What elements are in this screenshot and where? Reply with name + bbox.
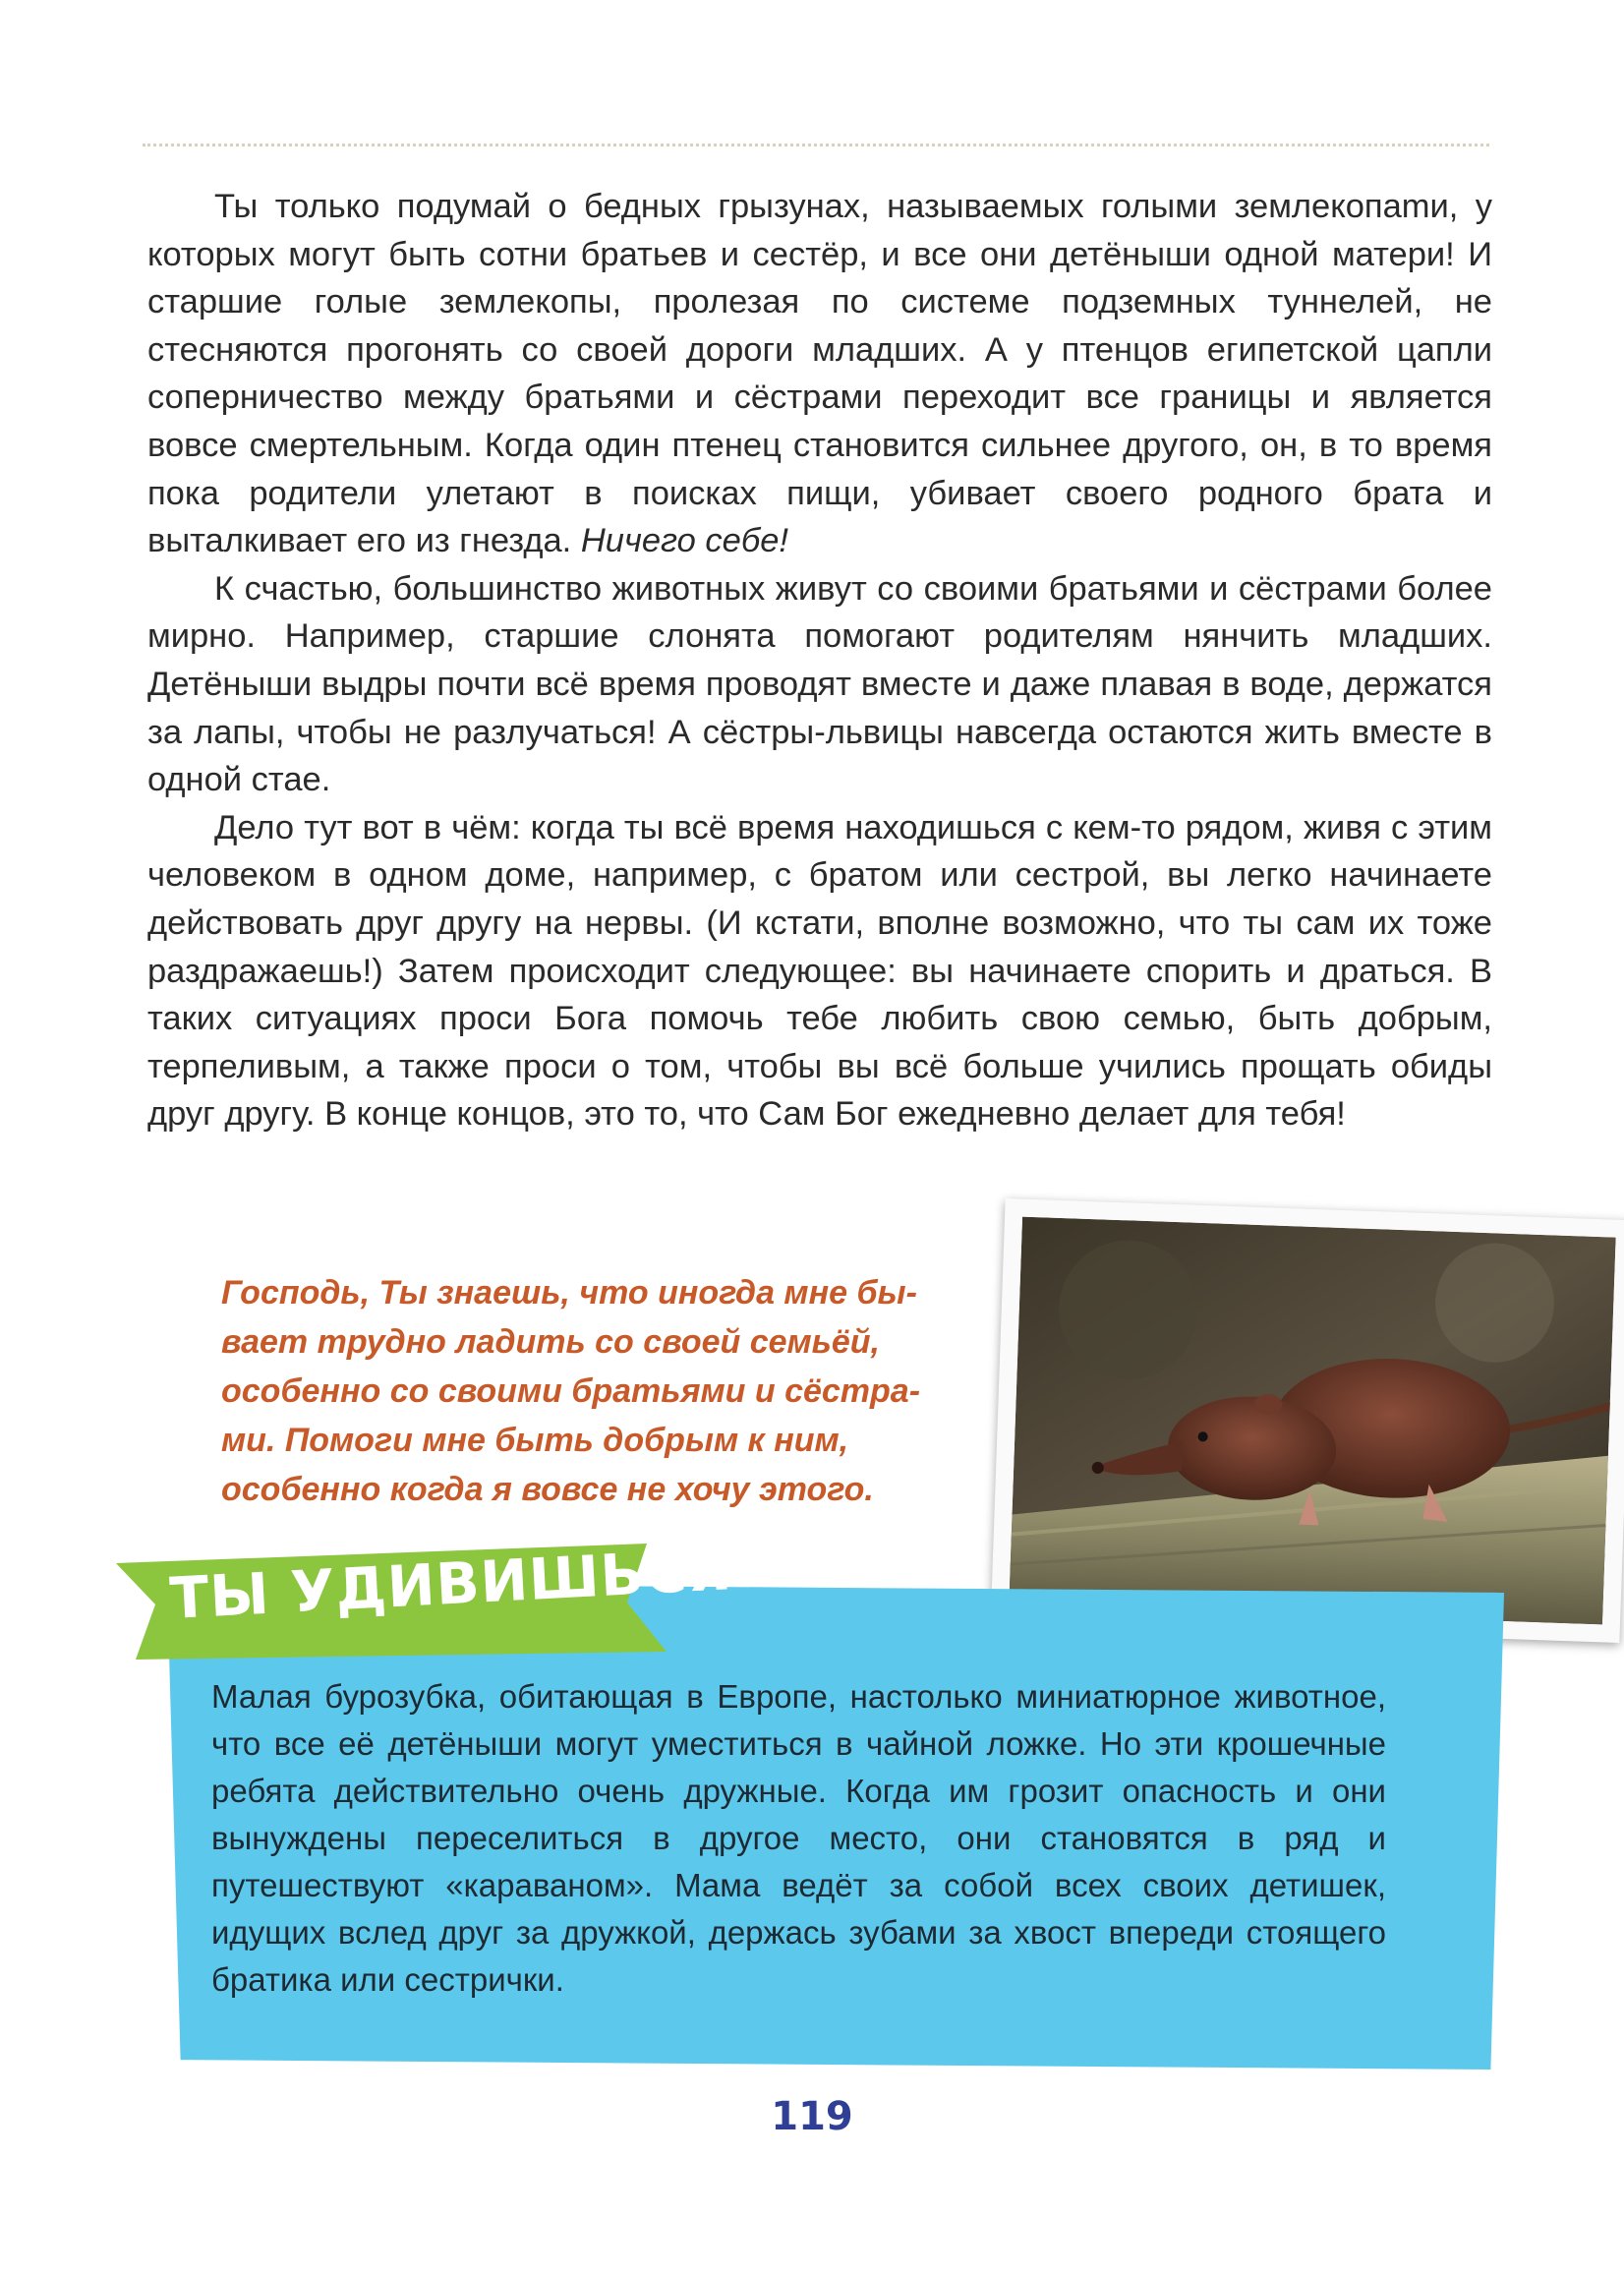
- paragraph-2: К счастью, большинство животных живут со своими братьями и сёстрами более мирно. Например, старшие слонята помогают родителям нянчить младших. Детёныши выдры почти всё время проводят вместе и даже плавая в воде, держатся за лапы, чтобы не разлучаться! А сёстры-львицы навсегда остаются жить вместе в одной стае.: [147, 569, 1492, 799]
- paragraph-3: Дело тут вот в чём: когда ты всё время находишься с кем-то рядом, живя с этим человеком в одном доме, например, с братом или сестрой, вы легко начинаете действовать друг другу на нервы. (И кстати, вполне возможно, что ты сам их тоже раздражаешь!) Затем происходит следующее: вы начинаете спорить и драться. В таких ситуациях проси Бога помочь тебе любить свою семью, быть добрым, терпеливым, а также проси о том, чтобы вы всё больше учились прощать обиды друг другу. В конце концов, это то, что Сам Бог ежедневно делает для тебя!: [147, 808, 1492, 1134]
- fact-heading: ТЫ УДИВИШЬСЯ: [168, 1536, 734, 1632]
- paragraph-1-emphasis: Ничего себе!: [580, 522, 789, 560]
- top-dotted-rule: [143, 144, 1489, 146]
- page-number: 119: [771, 2094, 853, 2139]
- fact-text: Малая бурозубка, обитающая в Европе, настолько миниатюрное животное, что все её детёныши могут уместиться в чайной ложке. Но эти крошечные ребята действительно очень дружные. Когда им грозит опасность и они вынуждены переселиться в другое место, они становятся в ряд и путешествуют «караваном». Мама ведёт за собой всех своих детишек, идущих вслед друг за дружкой, держась зубами за хвост впереди стоящего братика или сестрички.: [211, 1678, 1386, 1998]
- paragraph-1-text: Ты только подумай о бедных грызунах, называемых голыми землекопаmи, у которых могут быть сотни братьев и сестёр, и все они детёныши одной матери! И старшие голые землекопы, пролезая по системе подземных туннелей, не стесняются прогонять со своей дороги младших. А у птенцов египетской цапли соперничество между братьями и сёстрами переходит все границы и является вовсе смертельным. Когда один птенец становится сильнее другого, он, в то время пока родители улетают в поисках пищи, убивает своего родного брата и выталкивает его из гнезда.: [147, 188, 1492, 560]
- shrew-photo: [991, 1198, 1624, 1643]
- fact-banner: [116, 1536, 734, 1662]
- shrew-illustration: [1009, 1217, 1615, 1625]
- paragraph-1: [147, 183, 1492, 565]
- main-text: [147, 183, 1492, 1138]
- prayer-text: Господь, Ты знаешь, что иногда мне бывает трудно ладить со своей семьёй, особенно со своими братьями и сёстрами. Помоги мне быть добрым к ним, особенно когда я вовсе не хочу этого.: [221, 1274, 921, 1508]
